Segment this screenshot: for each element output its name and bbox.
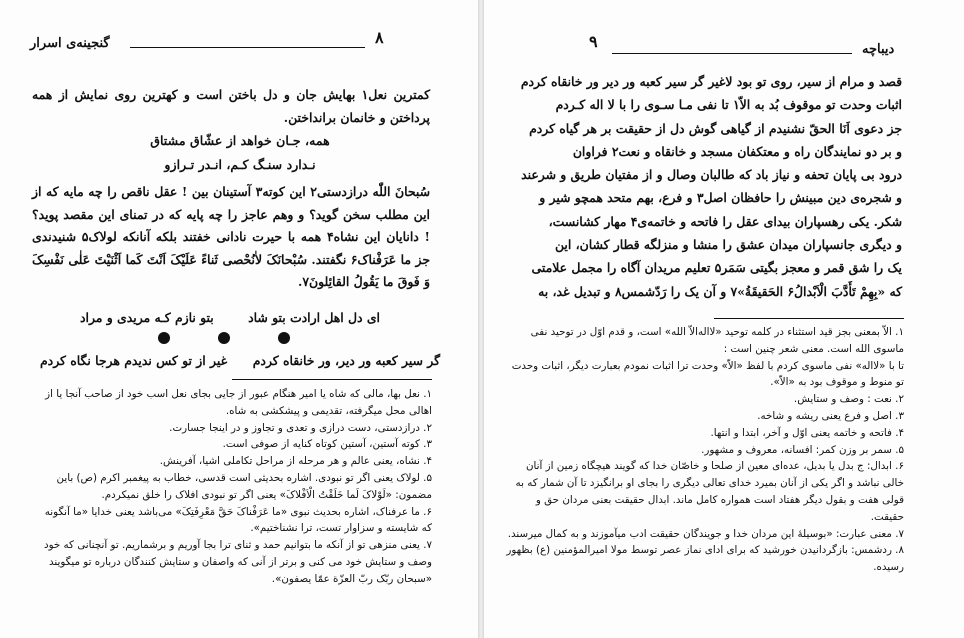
text-line: که «بِهِمْ تَأَدَّبَ الْاَبْدالُ۶ الحَقیقَةُ»۷ و آن یک را رَدّشمس۸ و تبدیل غد، به xyxy=(538,283,902,299)
footnote: ۶. ما عرفناک، اشاره بحدیث نبوی «ما عَرَفْناکَ حَقَّ مَعْرِفَتِکَ» می‌باشد یعنی خدایا «ما آنگونه که شایسته و سزاوار تست، ترا نشناختیم». xyxy=(44,505,432,535)
section-separator-dots xyxy=(134,332,314,344)
left-paragraph-1 xyxy=(32,84,430,129)
footnote: ۳. کوته آستین، آستین کوتاه کنایه از صوفی است. xyxy=(222,438,432,451)
text-line: یک را شق قمر و معجز بگیتی سَمَر۵ تعلیم مریدان آگاه را مجمل علامتی xyxy=(531,260,902,276)
footnote: ۷. یعنی منزهی تو از آنکه ما بتوانیم حمد و ثنای ترا بجا آوریم و برشماریم. تو آنچنانی که خود وصف و ستایش خود می کنی و برتر از آنی که واصفان و ستایش کنندگان درباره تو میگویند «سبحان ربّک ربّ العزّة عمّا یصفون». xyxy=(43,539,432,585)
separator-dot xyxy=(158,332,170,344)
footnote: ۱. الاّ بمعنی بجز قید استثناء در کلمه توحید «لااله‌الاّ الله» است، و قدم اوّل در توحید نفی ماسوی الله است. معنی شعر چنین است : xyxy=(530,326,904,355)
footnote: ۴. فاتحه و خاتمه یعنی اوّل و آخر، ابتدا و انتها. xyxy=(710,426,904,439)
left-footnote-divider xyxy=(232,379,432,380)
left-page-number: ۸ xyxy=(375,28,384,47)
left-page xyxy=(0,0,478,638)
footnote: ۷. معنی عبارت: «بوسیلهٔ این مردان خدا و جویندگان حقیقت ادب میآموزند و به کمال میرسند. xyxy=(507,527,904,540)
text-line: اثبات وحدت تو موقوف بُد به الاّ۱ تا نفی مـا سـوی را با لا اله کـردم xyxy=(555,97,902,113)
left-verse-1-line-1: همه، جـان خواهد از عشّاق مشتاق xyxy=(150,133,330,148)
footnote: ۸. ردشمس: بازگردانیدن خورشید که برای ادای نماز عصر توسط مولا امیرالمؤمنین (ع) بظهور رسیده. xyxy=(506,544,904,574)
right-main-text xyxy=(502,70,902,303)
left-paragraph-2 xyxy=(32,181,430,294)
left-paragraph-2-text: سُبحانَ اللّٰه درازدستی۲ این کوته۳ آستینان بین ! عقل ناقص را چه مایه که از این مطلب سخن گوید؟ و وهم عاجز را چه پایه که در تمنای این مقصد پوید؟ ! دانایان این نشاه۴ همه با حیرت نادانی خفتند بلکه آنانکه لولاک۵ شنیدندی جز ما عَرَفْناک۶ نگفتند. سُبْحانَکَ لاٰنُحْصی ثَناءً عَلَیْکَ اَنْتَ کَما اَثْنَیْتَ عَلٰی نَفْسِکَ وَ فَوقَ ما یَقُولُ القائِلونَ۷. xyxy=(32,184,431,289)
text-line: و شجره‌ی دین مبینش را حافظان اصل۳ و فرع، بهم متحد همچو شیر و xyxy=(539,190,902,206)
footnote: ۶. ابدال: ج بدل یا بدیل، عده‌ای معین از صلحا و خاصّان خدا که گویند هیچگاه زمین از آنان خالی نباشد و اگر یکی از آنان بمیرد خدای تعالی دیگری را بجای او برانگیزد تا آن شمار که به قولی هفت و بقول دیگر هفتاد است همواره کامل ماند. ابدال حقیقت بعنی مردان حق و حقیقت. xyxy=(515,460,904,523)
footnote: ۲. درازدستی، دست درازی و تعدی و تجاوز و در اینجا جسارت. xyxy=(169,421,432,434)
left-couplet-2 xyxy=(40,353,440,368)
footnote: ۲. نعت : وصف و ستایش. xyxy=(793,393,904,406)
text-line: و بر دو نمایندگان راه و معتکفان مسجد و خانقاه و نعت۲ فراوان xyxy=(572,143,902,159)
text-line: شکر. یکی رهسپاران بیدای عقل را فاتحه و خاتمه‌ی۴ مهار کشانست، xyxy=(548,213,902,229)
left-running-title: گنجینه‌ی اسرار xyxy=(30,36,110,51)
footnote: تا با «لااله» نفی ماسوی کردم با لفظ «الاّ» وحدت ترا اثبات نمودم بعبارت دیگر، اثبات وحدت تو منوط و موقوف بود به «الاّ». xyxy=(511,359,904,389)
footnote: ۱. نعل بها، مالی که شاه یا امیر هنگام عبور از جایی بجای نعل اسب خود از صاحب آنجا یا از اهالی محل میگرفته، تقدیمی و پیشکشی به شاه. xyxy=(45,388,432,417)
left-couplet-1 xyxy=(80,310,380,325)
right-running-title: دیباچه xyxy=(862,42,895,57)
footnote: ۵. لولاک یعنی اگر تو نبودی. اشاره بحدیثی است قدسی، خطاب به پیغمبر اکرم (ص) باین مضمون: «لَوْلاکَ لَما خَلَقْتُ الْاَفْلاکَ» یعنی اگر تو نبودی افلاک را خلق نمیکردم. xyxy=(56,471,432,501)
text-line: و دیگری جانسپاران میدان عشق را منشا و منزلگه قطار کشان، این xyxy=(554,237,902,253)
right-footnotes xyxy=(502,324,904,576)
left-couplet-2-right: گر سیر کعبه ور دیر، ور خانقاه کردم xyxy=(252,353,440,368)
text-line: جز دعوی اَنَا الحقّ نشنیدم از گیاهی گوش دل از حقیقت بر هر گیاه کردم xyxy=(529,120,902,136)
footnote: ۳. اصل و فرع یعنی ریشه و شاخه. xyxy=(757,409,904,422)
right-header-rule xyxy=(612,53,852,54)
right-footnote-divider xyxy=(714,318,904,319)
right-page-header xyxy=(584,34,914,60)
left-header-rule xyxy=(130,47,365,48)
left-page-header xyxy=(30,28,450,54)
left-couplet-1-left: بتو نازم کـه مریدی و مراد xyxy=(80,310,214,325)
left-couplet-1-right: ای دل اهل ارادت بتو شاد xyxy=(248,310,380,325)
footnote: ۵. سمر بر وزن کمر: افسانه، معروف و مشهور. xyxy=(701,443,904,456)
left-footnotes xyxy=(32,386,432,588)
text-line: قصد و مرام از سیر، روی تو بود لاغیر گر سیر کعبه ور دیر ور خانقاه کردم xyxy=(520,74,902,89)
right-page xyxy=(484,0,964,638)
separator-dot xyxy=(218,332,230,344)
footnote: ۴. نشاه، یعنی عالم و هر مرحله از مراحل تکاملی اشیا، آفرینش. xyxy=(159,455,432,468)
separator-dot xyxy=(278,332,290,344)
right-page-number: ۹ xyxy=(589,32,598,51)
left-couplet-2-left: غیر از تو کس ندیدم هرجا نگاه کردم xyxy=(40,353,228,368)
left-verse-1-line-2: نـدارد سنـگ کـم، انـدر تـرازو xyxy=(164,157,316,172)
left-paragraph-1-text: کمترین نعل۱ بهایش جان و دل باختن است و کهترین روی نمایش از همه پرداختن و خانمان برانداختن. xyxy=(32,87,430,125)
text-line: درود بی پایان تحفه و نیاز باد که طالبان وصال و از مفتیان طریق و شرعند xyxy=(521,167,902,183)
